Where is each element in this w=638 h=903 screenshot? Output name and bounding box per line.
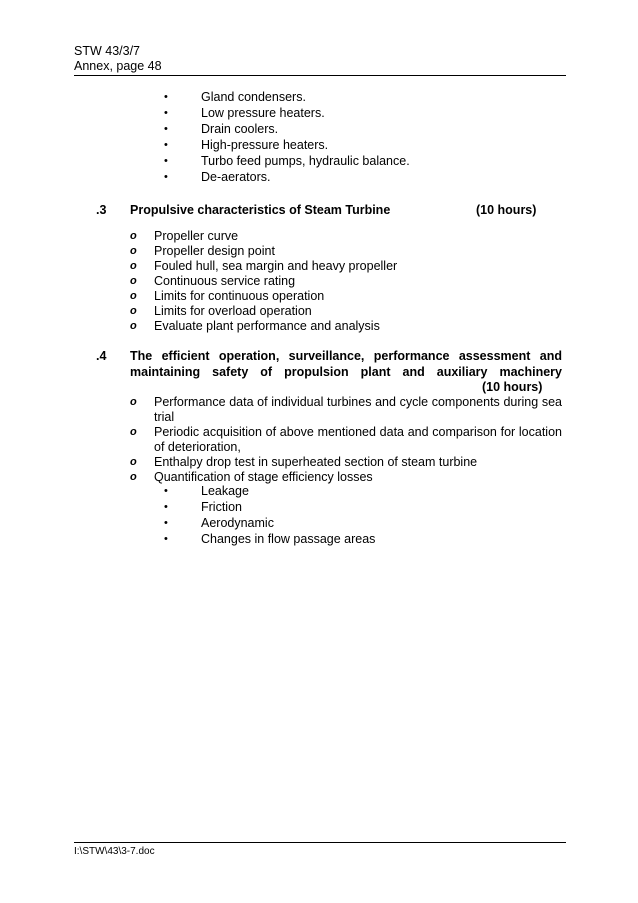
- circle-bullet-icon: o: [130, 260, 137, 272]
- footer-rule: [74, 842, 566, 843]
- footer-file-path: I:\STW\43\3-7.doc: [74, 846, 155, 857]
- bullet-icon: •: [164, 139, 168, 151]
- circle-bullet-icon: o: [130, 396, 137, 408]
- bullet-icon: •: [164, 107, 168, 119]
- circle-bullet-icon: o: [130, 275, 137, 287]
- circle-bullet-icon: o: [130, 320, 137, 332]
- bullet-icon: •: [164, 485, 168, 497]
- circle-bullet-icon: o: [130, 305, 137, 317]
- list-item: o Quantification of stage efficiency losses: [130, 470, 373, 484]
- section-4-number: .4: [96, 349, 107, 363]
- page-header: [74, 44, 162, 74]
- list-item: o Performance data of individual turbines and cycle components during sea trial: [130, 395, 562, 424]
- circle-bullet-icon: o: [130, 230, 137, 242]
- list-item: o Propeller curve: [130, 229, 239, 243]
- list-item: o Propeller design point: [130, 244, 275, 258]
- section-4-hours: (10 hours): [482, 380, 543, 394]
- bullet-icon: •: [164, 155, 168, 167]
- bullet-icon: •: [164, 123, 168, 135]
- circle-bullet-icon: o: [130, 290, 137, 302]
- bullet-icon: •: [164, 501, 168, 513]
- bullet-icon: •: [164, 517, 168, 529]
- bullet-icon: •: [164, 91, 168, 103]
- circle-bullet-icon: o: [130, 245, 137, 257]
- section-4-topic-list: [130, 395, 562, 485]
- list-item: o Evaluate plant performance and analysis: [130, 319, 380, 333]
- list-item: o Fouled hull, sea margin and heavy propeller: [130, 259, 398, 273]
- header-rule: [74, 75, 566, 76]
- circle-bullet-icon: o: [130, 456, 137, 468]
- circle-bullet-icon: o: [130, 471, 137, 483]
- list-item: o Limits for overload operation: [130, 304, 312, 318]
- list-item: o Periodic acquisition of above mentioned data and comparison for location of deterioration,: [130, 425, 562, 454]
- section-3-number: .3: [96, 203, 107, 217]
- circle-bullet-icon: o: [130, 426, 137, 438]
- section-3-hours: (10 hours): [476, 203, 537, 217]
- bullet-icon: •: [164, 171, 168, 183]
- annex-page-label: Annex, page 48: [74, 59, 162, 73]
- section-3-title: Propulsive characteristics of Steam Turbine: [130, 203, 391, 217]
- section-3-topic-list: [130, 229, 570, 334]
- bullet-icon: •: [164, 533, 168, 545]
- document-reference: STW 43/3/7: [74, 44, 140, 58]
- list-item: o Limits for continuous operation: [130, 289, 325, 303]
- list-item: o Enthalpy drop test in superheated section of steam turbine: [130, 455, 478, 469]
- list-item: o Continuous service rating: [130, 274, 296, 288]
- section-4-title-line-1: The efficient operation, surveillance, performance assessment and: [130, 349, 562, 363]
- section-4-title-line-2: maintaining safety of propulsion plant and auxiliary machinery: [130, 365, 562, 379]
